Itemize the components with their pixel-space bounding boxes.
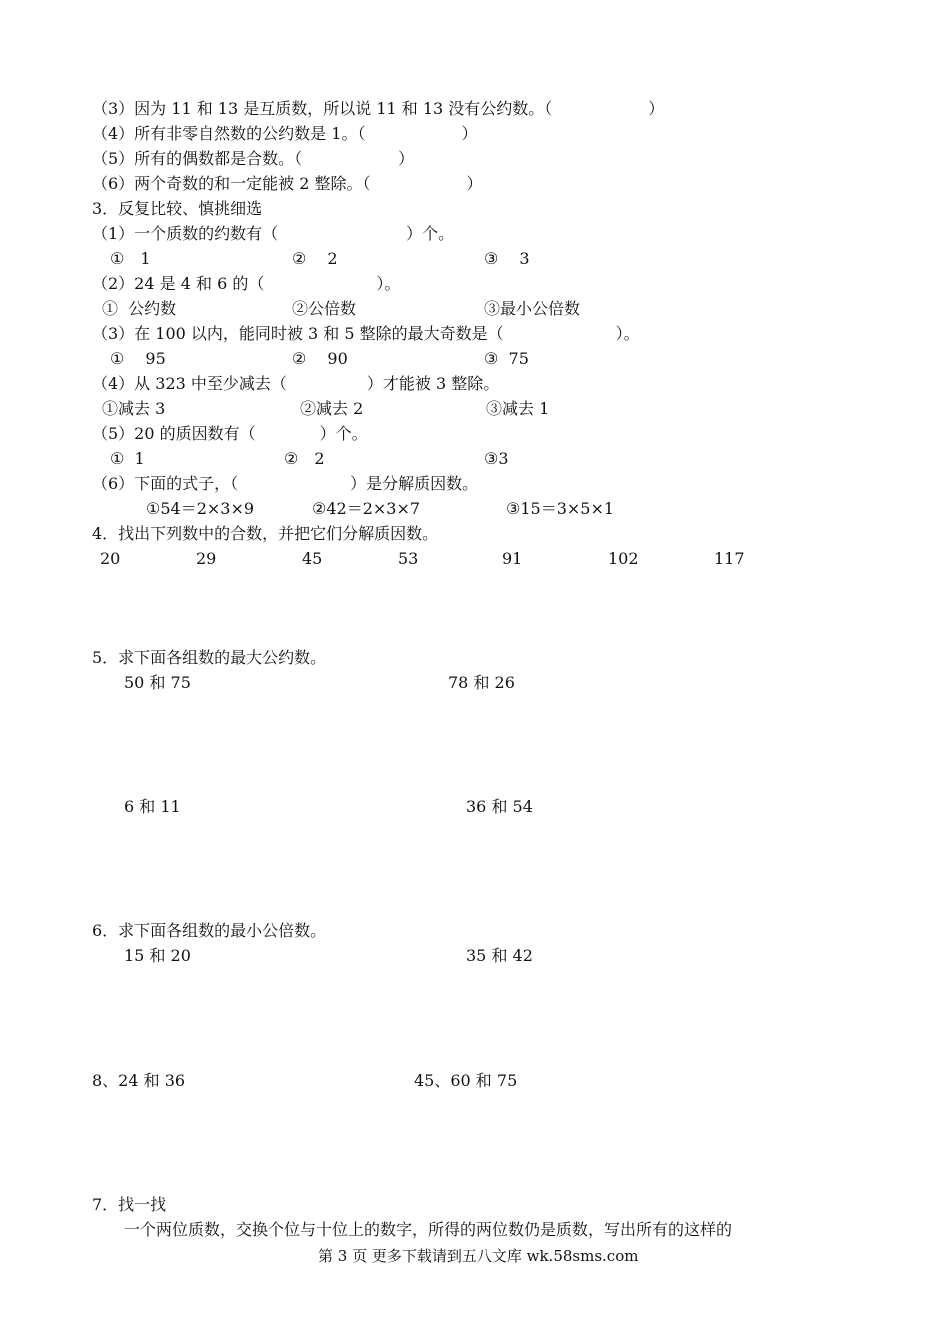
judge-item-4: （4）所有非零自然数的公约数是 1。（ ）: [92, 124, 478, 143]
choice-option: ① 1: [110, 249, 151, 268]
choice-option: ② 90: [292, 349, 348, 368]
choice-option: ②42＝2×3×7: [312, 499, 421, 518]
choice-option: ② 2: [292, 249, 338, 268]
choice-option: ① 公约数: [102, 299, 177, 318]
gcd-pair: 78 和 26: [448, 673, 515, 692]
judge-item-3: （3）因为 11 和 13 是互质数，所以说 11 和 13 没有公约数。（ ）: [92, 99, 665, 118]
choice-question-4: （4）从 323 中至少减去（ ）才能被 3 整除。: [92, 374, 500, 393]
lcm-pair: 15 和 20: [124, 946, 191, 965]
lcm-triple: 45、60 和 75: [414, 1071, 518, 1090]
choice-option: ①减去 3: [102, 399, 166, 418]
page-footer: 第 3 页 更多下载请到五八文库 wk.58sms.com: [318, 1247, 639, 1265]
judge-item-5: （5）所有的偶数都是合数。（ ）: [92, 149, 415, 168]
choice-option: ①54＝2×3×9: [146, 499, 255, 518]
choice-question-1: （1）一个质数的约数有（ ）个。: [92, 224, 455, 243]
section-3-heading: 3．反复比较、慎挑细选: [92, 199, 263, 218]
lcm-pair: 35 和 42: [466, 946, 533, 965]
choice-question-2: （2）24 是 4 和 6 的（ ）。: [92, 274, 401, 293]
lcm-triple: 8、24 和 36: [92, 1071, 186, 1090]
section-7-heading: 7．找一找: [92, 1195, 167, 1214]
choice-question-3: （3）在 100 以内，能同时被 3 和 5 整除的最大奇数是（ ）。: [92, 324, 640, 343]
choice-option: ③ 75: [484, 349, 529, 368]
choice-option: ① 95: [110, 349, 166, 368]
section-4-heading: 4．找出下列数中的合数，并把它们分解质因数。: [92, 524, 439, 543]
choice-option: ②减去 2: [300, 399, 364, 418]
number-item: 117: [714, 549, 745, 568]
gcd-pair: 36 和 54: [466, 797, 533, 816]
number-item: 45: [302, 549, 323, 568]
gcd-pair: 50 和 75: [124, 673, 191, 692]
section-5-heading: 5．求下面各组数的最大公约数。: [92, 648, 327, 667]
number-item: 91: [502, 549, 523, 568]
number-item: 53: [398, 549, 419, 568]
choice-option: ③15＝3×5×1: [506, 499, 615, 518]
number-item: 29: [196, 549, 217, 568]
choice-question-5: （5）20 的质因数有（ ）个。: [92, 424, 368, 443]
section-6-heading: 6．求下面各组数的最小公倍数。: [92, 921, 327, 940]
choice-option: ③3: [484, 449, 509, 468]
judge-item-6: （6）两个奇数的和一定能被 2 整除。（ ）: [92, 174, 483, 193]
choice-option: ② 2: [284, 449, 325, 468]
choice-option: ②公倍数: [292, 299, 357, 318]
choice-option: ① 1: [110, 449, 145, 468]
gcd-pair: 6 和 11: [124, 797, 181, 816]
choice-option: ③最小公倍数: [484, 299, 581, 318]
number-item: 20: [100, 549, 121, 568]
choice-option: ③ 3: [484, 249, 530, 268]
choice-question-6: （6）下面的式子，（ ）是分解质因数。: [92, 474, 479, 493]
number-item: 102: [608, 549, 639, 568]
choice-option: ③减去 1: [486, 399, 550, 418]
section-7-body: 一个两位质数，交换个位与十位上的数字，所得的两位数仍是质数，写出所有的这样的: [124, 1220, 733, 1239]
